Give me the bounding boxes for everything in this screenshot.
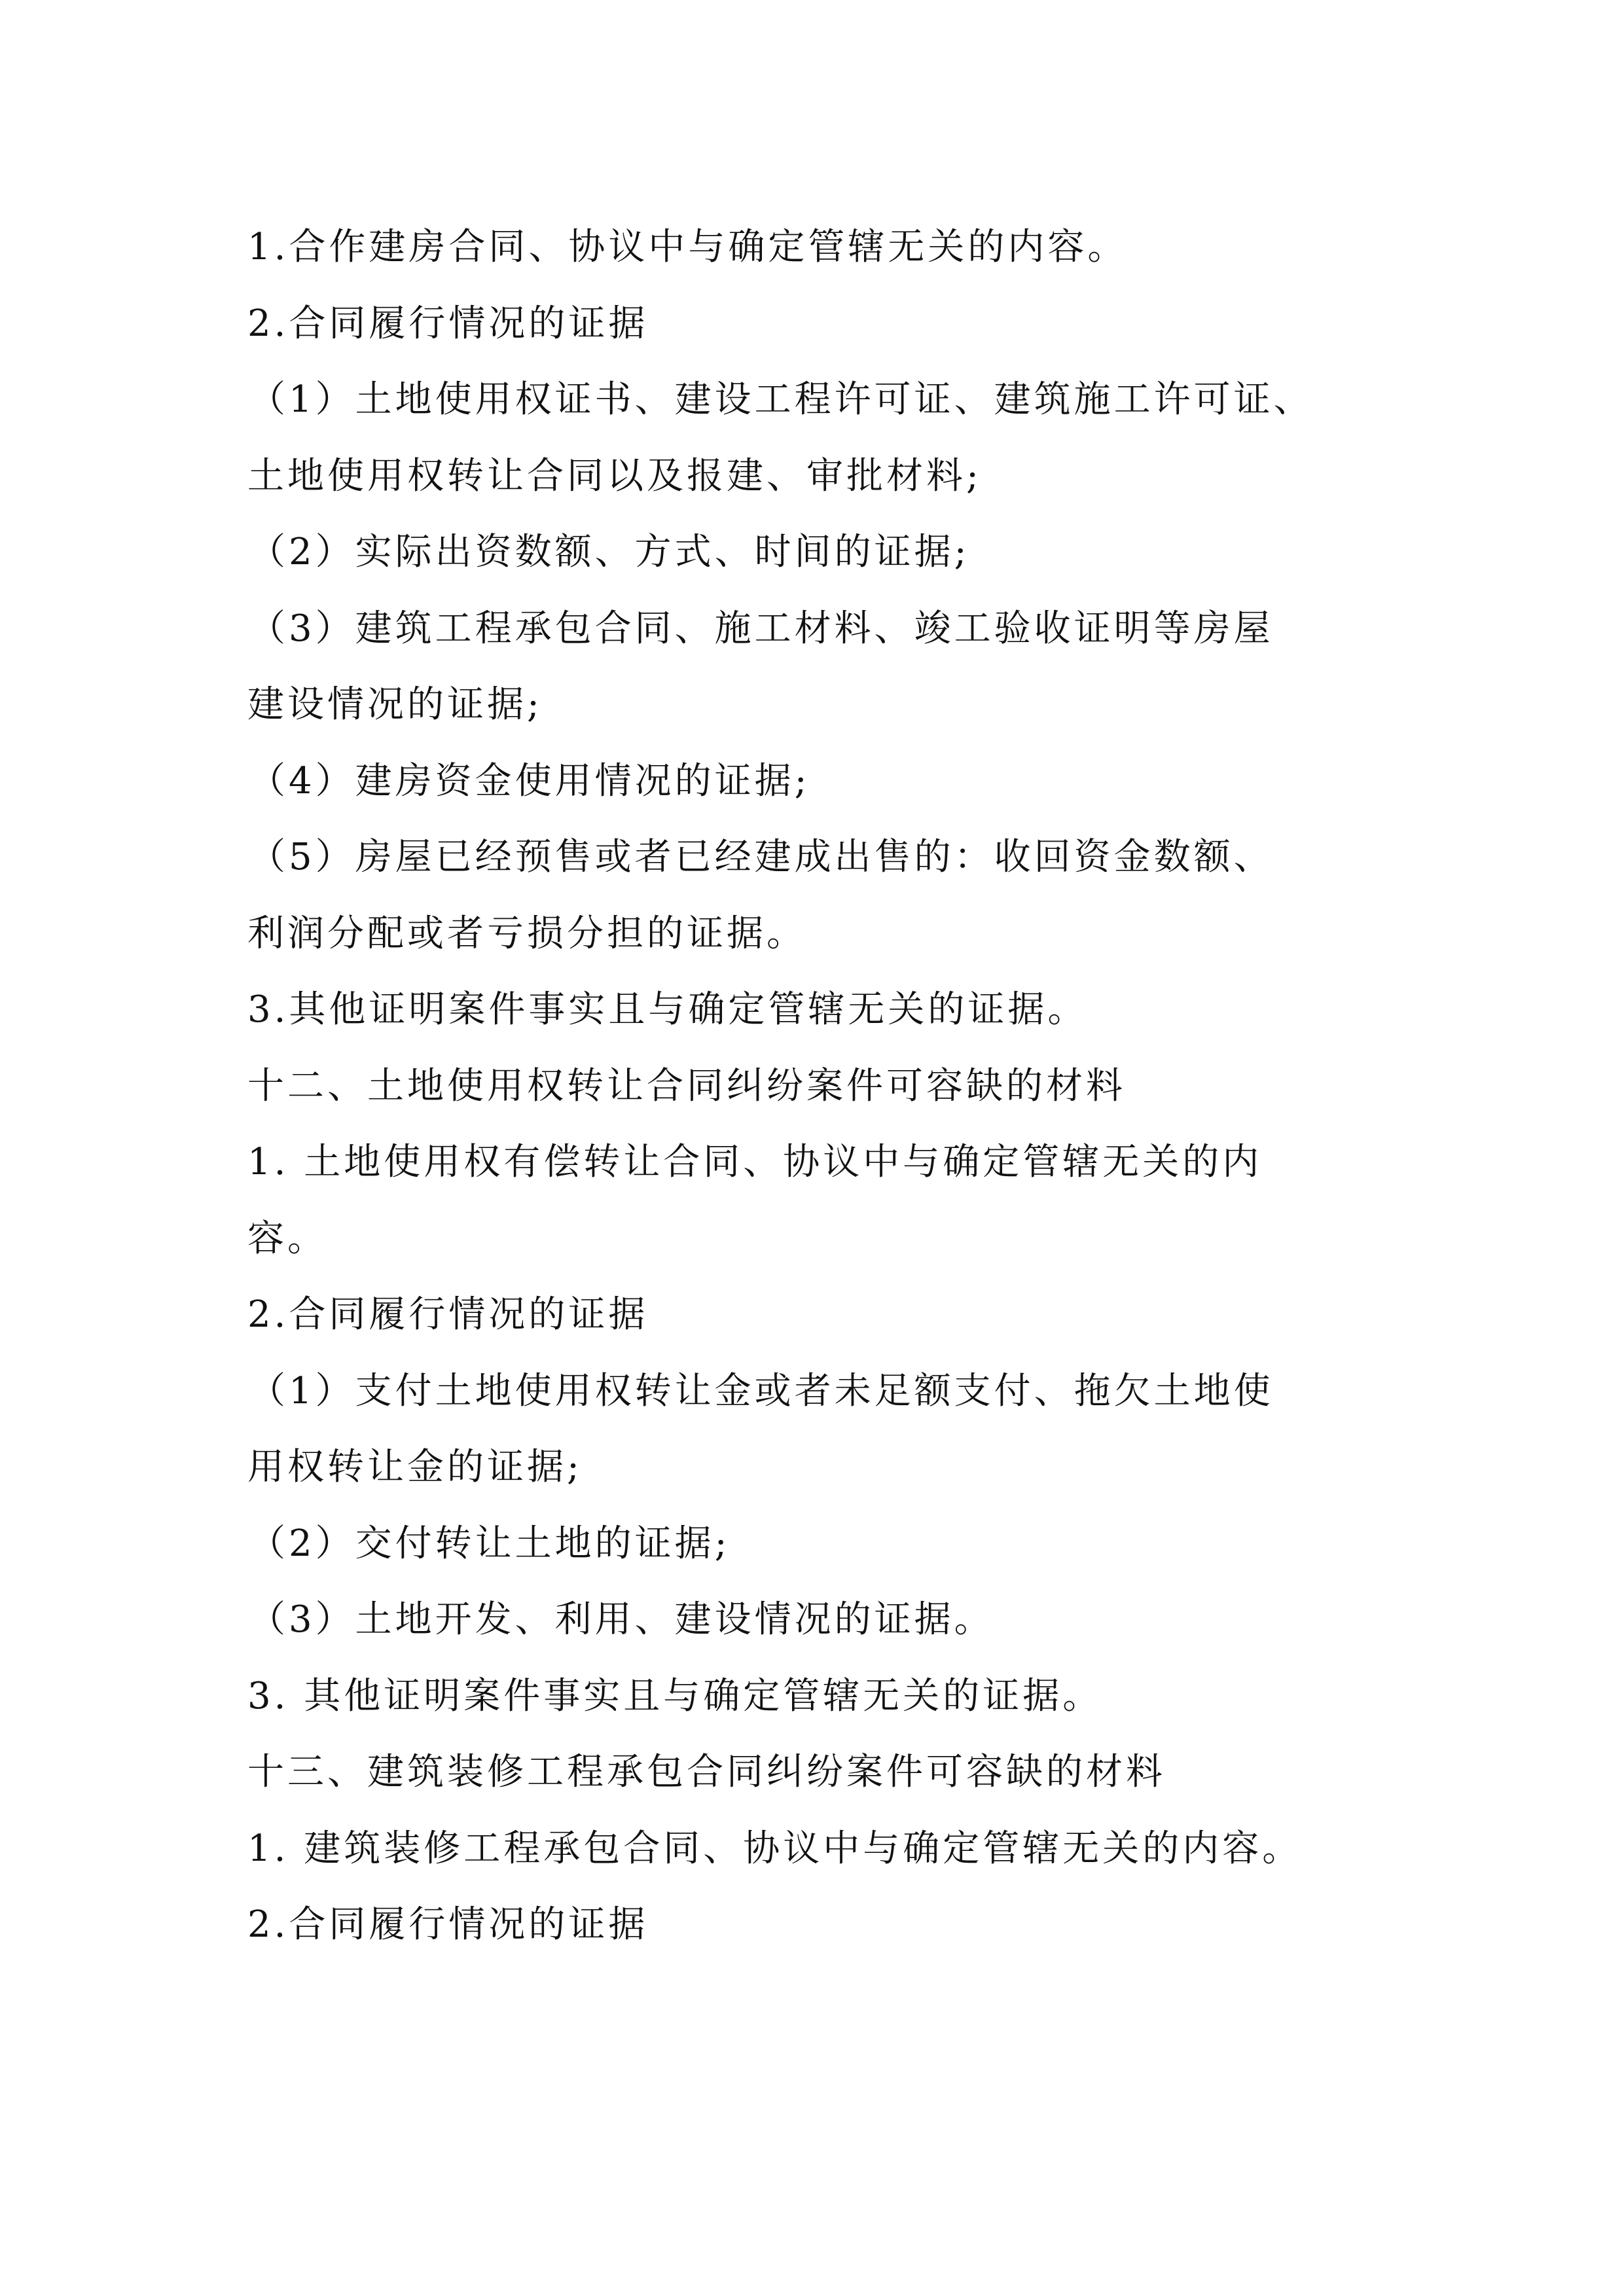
text-line: 1.合作建房合同、协议中与确定管辖无关的内容。 <box>247 226 1128 268</box>
text-line: （3）建筑工程承包合同、施工材料、竣工验收证明等房屋 <box>249 607 1274 650</box>
text-line: 容。 <box>247 1217 327 1260</box>
text-line: 利润分配或者亏损分担的证据。 <box>247 912 806 955</box>
text-line: 土地使用权转让合同以及报建、审批材料; <box>247 454 982 497</box>
section-heading: 十三、建筑装修工程承包合同纠纷案件可容缺的材料 <box>247 1751 1166 1793</box>
text-line: （1）支付土地使用权转让金或者未足额支付、拖欠土地使 <box>249 1369 1274 1412</box>
document-body <box>247 209 1413 1964</box>
text-line: （1）土地使用权证书、建设工程许可证、建筑施工许可证、 <box>249 378 1314 421</box>
text-line: 2.合同履行情况的证据 <box>247 1903 649 1946</box>
text-line: 2.合同履行情况的证据 <box>247 302 649 345</box>
text-line: 建设情况的证据; <box>247 683 543 726</box>
section-heading: 十二、土地使用权转让合同纠纷案件可容缺的材料 <box>247 1064 1126 1107</box>
text-line: （2）交付转让土地的证据; <box>249 1522 731 1565</box>
text-line: 1. 建筑装修工程承包合同、协议中与确定管辖无关的内容。 <box>247 1827 1303 1870</box>
text-line: 1. 土地使用权有偿转让合同、协议中与确定管辖无关的内 <box>247 1141 1263 1183</box>
text-line: （5）房屋已经预售或者已经建成出售的：收回资金数额、 <box>249 836 1274 878</box>
text-line: 2.合同履行情况的证据 <box>247 1293 649 1336</box>
text-line: （4）建房资金使用情况的证据; <box>249 759 810 802</box>
text-line: （3）土地开发、利用、建设情况的证据。 <box>249 1598 994 1641</box>
text-line: 用权转让金的证据; <box>247 1446 583 1488</box>
text-line: 3.其他证明案件事实且与确定管辖无关的证据。 <box>247 988 1088 1031</box>
text-line: （2）实际出资数额、方式、时间的证据; <box>249 531 970 573</box>
text-line: 3. 其他证明案件事实且与确定管辖无关的证据。 <box>247 1674 1103 1717</box>
